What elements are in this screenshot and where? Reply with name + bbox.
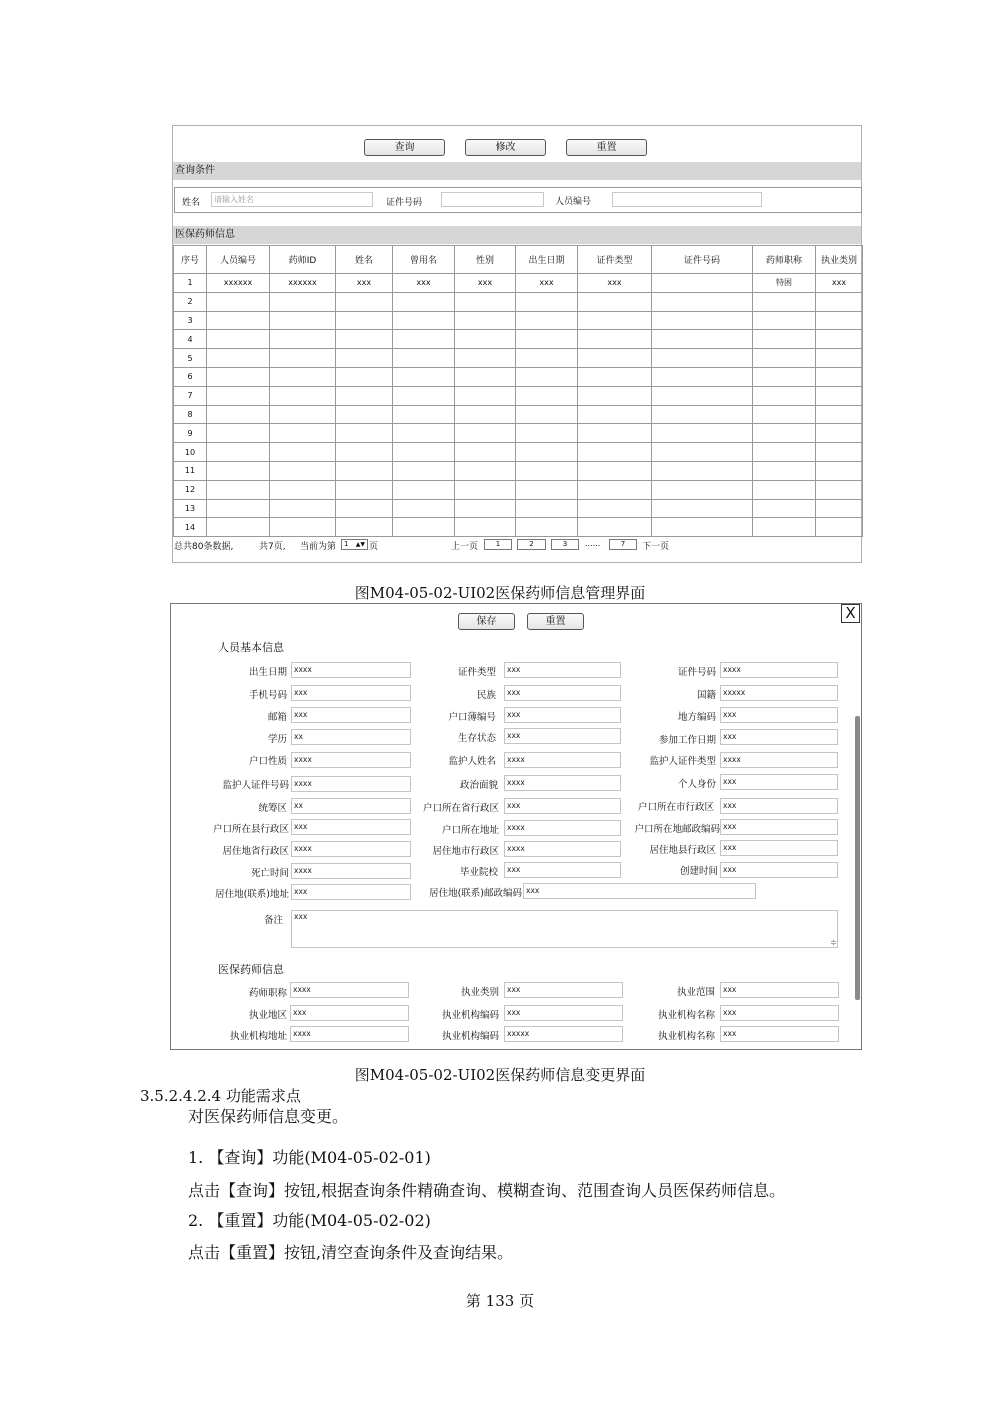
table-row[interactable] — [174, 311, 863, 330]
table-cell — [652, 274, 753, 293]
column-header: 药师职称 — [753, 246, 816, 274]
residence-postcode-input[interactable]: xxx — [523, 883, 756, 899]
field-label: 户口所在地址 — [441, 825, 499, 836]
field-label: 创建时间 — [679, 866, 718, 877]
practice-region-input[interactable]: xxx — [290, 1005, 409, 1021]
field-label: 政治面貌 — [459, 780, 498, 791]
modify-button[interactable]: 修改 — [465, 139, 546, 156]
id-number-input[interactable] — [441, 192, 544, 207]
death-time-input[interactable]: xxxx — [291, 863, 411, 879]
field-label: 户口所在县行政区 — [212, 824, 289, 835]
table-cell: xxxxxx — [207, 274, 270, 293]
pharmacist-info-bar: 医保药师信息 — [173, 226, 861, 244]
page-number: 第 133 页 — [465, 1292, 535, 1310]
id-type-input[interactable]: xxx — [504, 662, 621, 678]
pharmacist-edit-screenshot — [170, 603, 862, 1050]
reset-function-description: 点击【重置】按钮,清空查询条件及查询结果。 — [188, 1243, 514, 1262]
hukou-type-input[interactable]: xxxx — [291, 752, 411, 768]
close-icon[interactable]: X — [841, 604, 860, 623]
figure-caption-2: 图M04-05-02-UI02医保药师信息变更界面 — [354, 1066, 646, 1084]
graduate-school-input[interactable]: xxx — [504, 862, 621, 878]
field-label: 居住地市行政区 — [432, 846, 499, 857]
column-header: 序号 — [174, 246, 207, 274]
field-label: 个人身份 — [677, 779, 716, 790]
page-3-button[interactable]: 3 — [551, 539, 579, 550]
name-label: 姓名 — [182, 198, 201, 208]
field-label: 参加工作日期 — [658, 735, 716, 746]
table-row[interactable] — [174, 480, 863, 499]
practice-org-name-input[interactable]: xxx — [720, 1005, 839, 1021]
name-input[interactable]: 请输入姓名 — [211, 192, 373, 207]
field-label: 毕业院校 — [459, 867, 498, 878]
table-row[interactable] — [174, 461, 863, 480]
field-label: 地方编码 — [677, 712, 716, 723]
field-label: 国籍 — [696, 690, 716, 701]
field-label: 执业机构名称 — [657, 1010, 715, 1021]
reset-button[interactable]: 重置 — [566, 139, 647, 156]
field-label: 执业范围 — [676, 987, 715, 998]
column-header: 执业类别 — [816, 246, 863, 274]
row-number: 7 — [174, 386, 207, 405]
field-label: 监护人证件号码 — [222, 780, 289, 791]
table-cell: 1 — [174, 274, 207, 293]
row-number: 10 — [174, 443, 207, 462]
table-header-row — [174, 246, 863, 274]
reset-function-item: 2. 【重置】功能(M04-05-02-02) — [188, 1211, 431, 1230]
basic-info-section-title: 人员基本信息 — [218, 641, 284, 654]
guardian-name-input[interactable]: xxxx — [504, 752, 621, 768]
hukou-number-input[interactable]: xxx — [504, 707, 621, 723]
table-row[interactable] — [174, 405, 863, 424]
row-number: 9 — [174, 424, 207, 443]
residence-city-input[interactable]: xxxx — [504, 841, 621, 857]
current-page-prefix: 当前为第 — [300, 542, 337, 552]
section-heading: 3.5.2.4.2.4 功能需求点 — [140, 1087, 301, 1105]
field-label: 药师职称 — [248, 988, 287, 999]
current-page-value: 1 — [344, 540, 349, 548]
field-label: 户口所在市行政区 — [637, 802, 714, 813]
page-2-button[interactable]: 2 — [517, 539, 546, 550]
field-label: 执业机构地址 — [229, 1031, 287, 1042]
resize-handle-icon[interactable]: ≑ — [830, 938, 837, 947]
created-time-input[interactable]: xxx — [720, 862, 838, 878]
hukou-postcode-input[interactable]: xxx — [720, 819, 838, 835]
practice-org-code-input-2[interactable]: xxxxx — [504, 1026, 623, 1042]
figure-caption-1: 图M04-05-02-UI02医保药师信息管理界面 — [354, 584, 646, 602]
field-label: 居住地(联系)地址 — [215, 889, 289, 900]
field-label: 户口性质 — [248, 756, 287, 767]
field-label: 手机号码 — [248, 690, 287, 701]
row-number: 12 — [174, 480, 207, 499]
column-header: 药师ID — [270, 246, 336, 274]
row-number: 4 — [174, 330, 207, 349]
personal-identity-input[interactable]: xxx — [720, 774, 838, 790]
page-count-text: 共7页, — [259, 542, 286, 552]
table-row[interactable] — [174, 330, 863, 349]
reset-button[interactable]: 重置 — [527, 613, 584, 630]
practice-org-address-input[interactable]: xxxx — [290, 1026, 409, 1042]
hukou-city-input[interactable]: xxx — [720, 798, 838, 814]
field-label: 证件号码 — [677, 667, 716, 678]
guardian-id-type-input[interactable]: xxxx — [720, 752, 838, 768]
column-header: 曾用名 — [393, 246, 455, 274]
field-label: 生存状态 — [457, 733, 496, 744]
table-row[interactable] — [174, 443, 863, 462]
pharmacist-table — [173, 245, 863, 537]
id-number-label: 证件号码 — [386, 198, 423, 208]
field-label: 执业类别 — [460, 987, 499, 998]
row-number: 13 — [174, 499, 207, 518]
field-label: 户口薄编号 — [448, 712, 496, 723]
field-label: 出生日期 — [248, 667, 287, 678]
query-function-item: 1. 【查询】功能(M04-05-02-01) — [188, 1148, 431, 1167]
residence-address-input[interactable]: xxx — [291, 884, 411, 900]
guardian-id-number-input[interactable]: xxxx — [291, 776, 411, 792]
row-number: 11 — [174, 461, 207, 480]
current-page-suffix: 页 — [369, 542, 379, 552]
intro-paragraph: 对医保药师信息变更。 — [188, 1107, 349, 1126]
query-function-description: 点击【查询】按钮,根据查询条件精确查询、模糊查询、范围查询人员医保药师信息。 — [188, 1181, 786, 1200]
page-ellipsis: ...... — [585, 539, 601, 548]
field-label: 监护人证件类型 — [649, 756, 716, 767]
total-count-text: 总共80条数据, — [174, 542, 234, 552]
field-label: 居住地(联系)邮政编码 — [429, 888, 522, 899]
field-label: 执业机构编码 — [441, 1031, 499, 1042]
hukou-county-input[interactable]: xxx — [291, 819, 411, 835]
table-row[interactable] — [174, 292, 863, 311]
stepper-icon: ▲▼ — [355, 541, 365, 548]
practice-org-code-input[interactable]: xxx — [504, 1005, 623, 1021]
table-row[interactable] — [174, 349, 863, 368]
table-cell: 特困 — [753, 274, 816, 293]
table-cell: xxx — [816, 274, 863, 293]
table-cell: xxx — [393, 274, 455, 293]
field-label: 学历 — [267, 734, 287, 745]
vertical-scrollbar[interactable] — [855, 716, 860, 1000]
field-label: 户口所在地邮政编码 — [634, 824, 720, 835]
practice-category-input[interactable]: xxx — [504, 982, 623, 998]
table-cell: xxx — [455, 274, 516, 293]
row-number: 5 — [174, 349, 207, 368]
education-input[interactable]: xx — [291, 729, 411, 745]
table-cell: xxxxxx — [270, 274, 336, 293]
person-number-input[interactable] — [612, 192, 762, 207]
prev-page-link[interactable]: 上一页 — [451, 542, 479, 552]
pooling-area-input[interactable]: xx — [291, 798, 411, 814]
practice-scope-input[interactable]: xxx — [720, 982, 839, 998]
field-label: 备注 — [263, 915, 283, 926]
row-number: 6 — [174, 367, 207, 386]
ethnicity-input[interactable]: xxx — [504, 685, 621, 701]
hukou-province-input[interactable]: xxx — [504, 798, 621, 814]
row-number: 3 — [174, 311, 207, 330]
table-row[interactable] — [174, 386, 863, 405]
table-cell: xxx — [516, 274, 578, 293]
field-label: 居住地县行政区 — [649, 845, 716, 856]
field-label: 统筹区 — [258, 803, 287, 814]
area-code-input[interactable]: xxx — [720, 707, 838, 723]
save-button[interactable]: 保存 — [458, 613, 515, 630]
survival-status-input[interactable]: xxx — [504, 728, 621, 744]
column-header: 性别 — [455, 246, 516, 274]
residence-province-input[interactable]: xxxx — [291, 841, 411, 857]
query-conditions-panel — [174, 187, 862, 213]
phone-input[interactable]: xxx — [291, 685, 411, 701]
table-row[interactable] — [174, 274, 863, 293]
table-cell: xxx — [578, 274, 652, 293]
work-start-date-input[interactable]: xxx — [720, 729, 838, 745]
table-cell: xxx — [336, 274, 393, 293]
email-input[interactable]: xxx — [291, 707, 411, 723]
field-label: 执业地区 — [248, 1010, 287, 1021]
remark-textarea[interactable]: xxx — [291, 910, 838, 948]
political-status-input[interactable]: xxxx — [504, 775, 621, 791]
next-page-link[interactable]: 下一页 — [642, 542, 670, 552]
field-label: 监护人姓名 — [448, 756, 496, 767]
field-label: 居住地省行政区 — [222, 846, 289, 857]
query-button[interactable]: 查询 — [364, 139, 445, 156]
residence-county-input[interactable]: xxx — [720, 840, 838, 856]
practice-org-name-input-2[interactable]: xxx — [720, 1026, 839, 1042]
table-row[interactable] — [174, 424, 863, 443]
nationality-input[interactable]: xxxxx — [720, 685, 838, 701]
field-label: 户口所在省行政区 — [422, 803, 499, 814]
hukou-address-input[interactable]: xxxx — [504, 820, 621, 836]
column-header: 证件号码 — [652, 246, 753, 274]
pharmacist-title-input[interactable]: xxxx — [290, 982, 409, 998]
person-number-label: 人员编号 — [555, 197, 592, 207]
field-label: 死亡时间 — [250, 868, 289, 879]
query-conditions-bar: 查询条件 — [173, 162, 861, 180]
column-header: 出生日期 — [516, 246, 578, 274]
table-row[interactable] — [174, 518, 863, 537]
field-label: 民族 — [476, 690, 496, 701]
birth-date-input[interactable]: xxxx — [291, 662, 411, 678]
pharmacist-info-section-title: 医保药师信息 — [218, 963, 284, 976]
pharmacist-management-screenshot — [172, 125, 862, 563]
page-1-button[interactable]: 1 — [484, 539, 512, 550]
field-label: 执业机构名称 — [657, 1031, 715, 1042]
column-header: 姓名 — [336, 246, 393, 274]
page-7-button[interactable]: 7 — [609, 539, 637, 550]
column-header: 证件类型 — [578, 246, 652, 274]
row-number: 8 — [174, 405, 207, 424]
table-row[interactable] — [174, 367, 863, 386]
table-row[interactable] — [174, 499, 863, 518]
row-number: 14 — [174, 518, 207, 537]
current-page-select[interactable] — [341, 539, 368, 550]
id-number-input[interactable]: xxxx — [720, 662, 838, 678]
row-number: 2 — [174, 292, 207, 311]
column-header: 人员编号 — [207, 246, 270, 274]
field-label: 执业机构编码 — [441, 1010, 499, 1021]
field-label: 证件类型 — [457, 667, 496, 678]
field-label: 邮箱 — [267, 712, 287, 723]
